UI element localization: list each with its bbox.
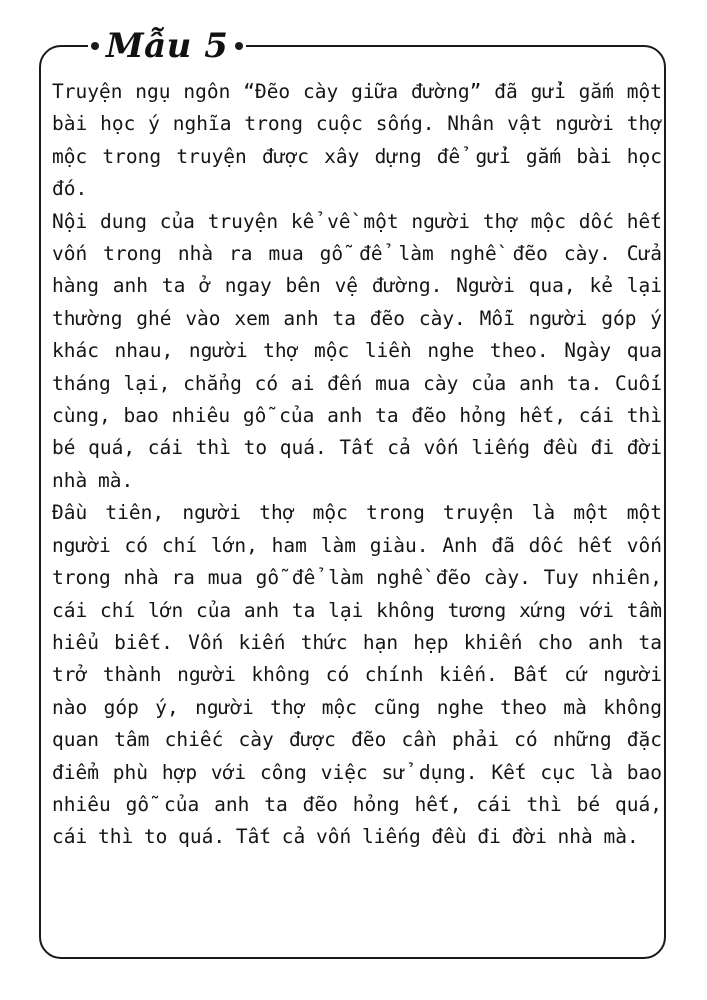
title-tab	[88, 22, 246, 70]
paragraph: Truyện ngụ ngôn “Đẽo cày giữa đường” đã gửi gắm một bài học ý nghĩa trong cuộc sống. Nhân vật người thợ mộc trong truyện được xây dựng để gửi gắm bài học đó.	[52, 80, 662, 201]
title-left-dot	[91, 42, 99, 50]
paragraph: Nội dung của truyện kể về một người thợ mộc dốc hết vốn trong nhà ra mua gỗ để làm nghề đẽo cày. Cửa hàng anh ta ở ngay bên vệ đường. Người qua, kẻ lại thường ghé vào xem anh ta đẽo cày. Mỗi người góp ý khác nhau, người thợ mộc liền nghe theo. Ngày qua tháng lại, chẳng có ai đến mua cày của anh ta. Cuối cùng, bao nhiêu gỗ của anh ta đẽo hỏng hết, cái thì bé quá, cái thì to quá. Tất cả vốn liếng đều đi đời nhà mà.	[52, 209, 662, 492]
title-right-dot	[235, 42, 243, 50]
essay-body	[52, 76, 662, 854]
paragraph: Đầu tiên, người thợ mộc trong truyện là một một người có chí lớn, ham làm giàu. Anh đã dốc hết vốn trong nhà ra mua gỗ để làm nghề đẽo cày. Tuy nhiên, cái chí lớn của anh ta lại không tương xứng với tầm hiểu biết. Vốn kiến thức hạn hẹp khiến cho anh ta trở thành người không có chính kiến. Bất cứ người nào góp ý, người thợ mộc cũng nghe theo mà không quan tâm chiếc cày được đẽo cần phải có những đặc điểm phù hợp với công việc sử dụng. Kết cục là bao nhiêu gỗ của anh ta đẽo hỏng hết, cái thì bé quá, cái thì to quá. Tất cả vốn liếng đều đi đời nhà mà.	[52, 501, 662, 849]
page-title: Mẫu 5	[106, 26, 229, 66]
